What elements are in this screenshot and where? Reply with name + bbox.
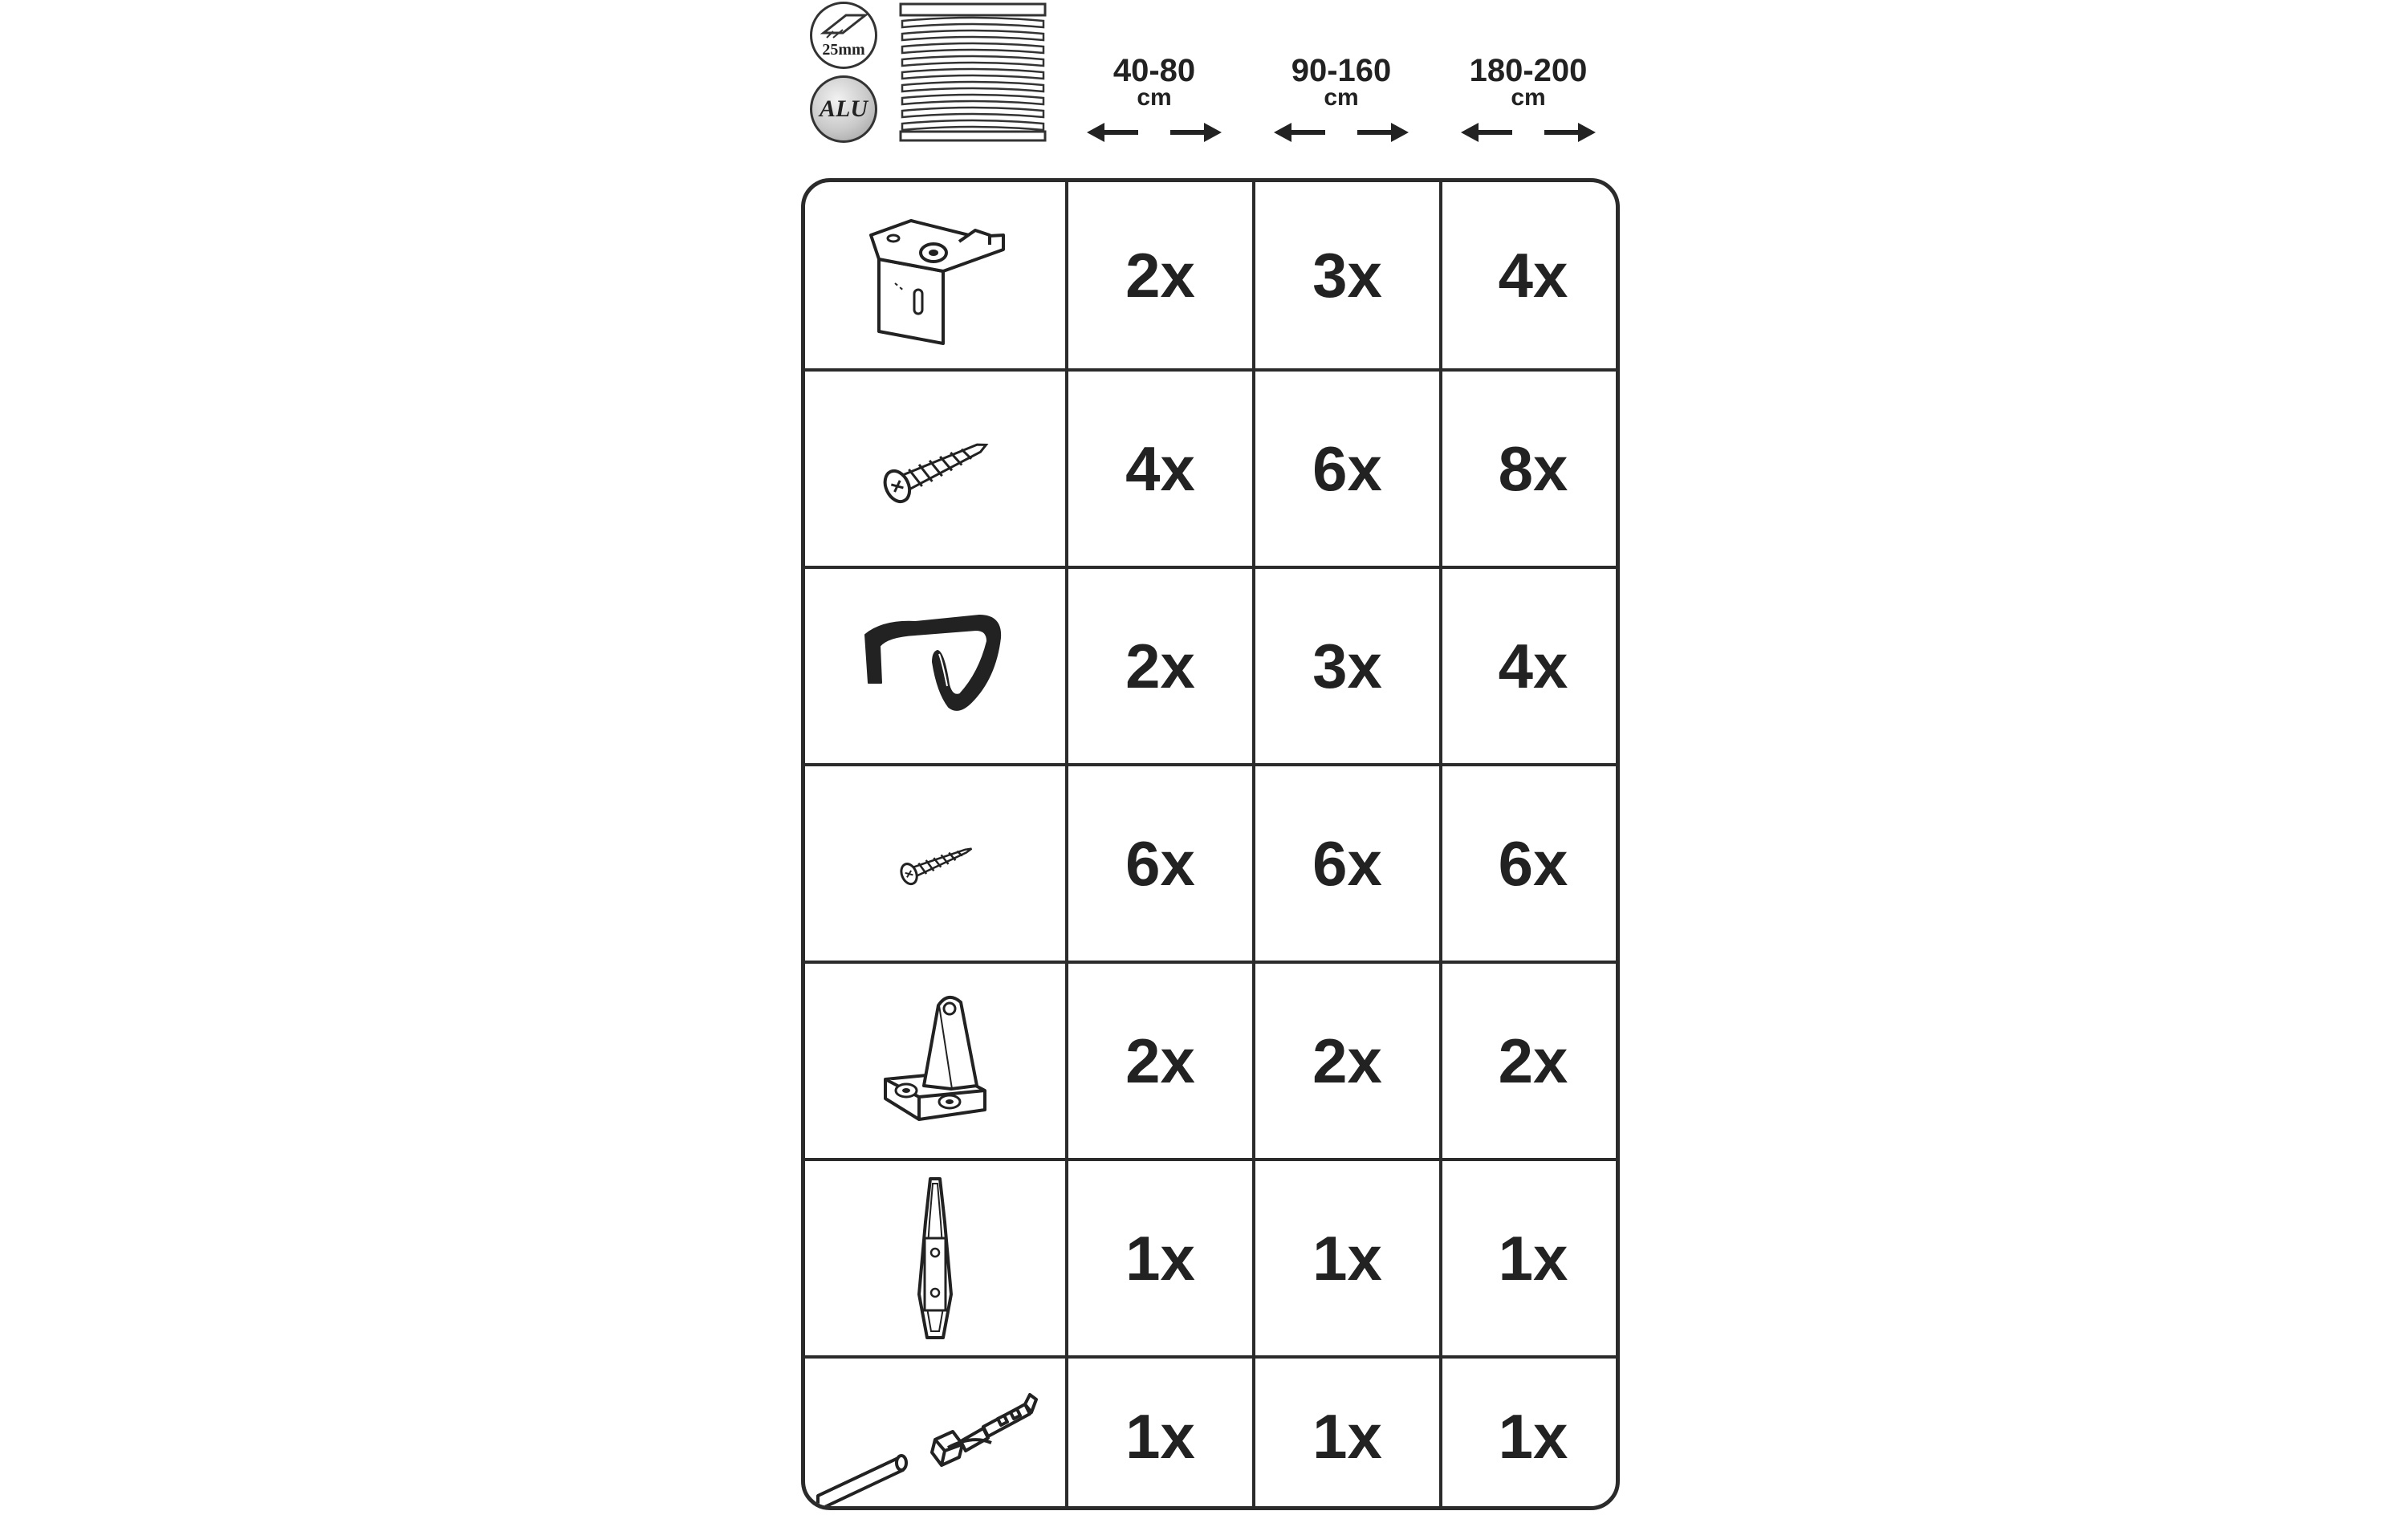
part-cell bbox=[805, 1359, 1065, 1510]
width-arrows-icon bbox=[1274, 120, 1409, 144]
size-header-medium bbox=[1248, 55, 1434, 144]
quantity-value: 3x bbox=[1312, 630, 1382, 701]
valance-clip-icon bbox=[859, 606, 1011, 726]
quantity-cell bbox=[1252, 1161, 1439, 1355]
quantity-cell bbox=[1252, 964, 1439, 1158]
table-row bbox=[805, 763, 1616, 961]
part-cell bbox=[805, 964, 1065, 1158]
venetian-blind-icon bbox=[897, 2, 1048, 143]
quantity-value: 2x bbox=[1498, 1025, 1568, 1096]
cord-connector-icon bbox=[903, 1174, 967, 1342]
quantity-cell bbox=[1065, 1359, 1252, 1510]
quantity-cell bbox=[1252, 569, 1439, 763]
size-unit: cm bbox=[1324, 84, 1359, 111]
part-cell bbox=[805, 766, 1065, 961]
quantity-cell bbox=[1065, 1161, 1252, 1355]
slat-width-label: 25mm bbox=[822, 41, 865, 59]
table-row bbox=[805, 961, 1616, 1158]
quantity-value: 3x bbox=[1312, 239, 1382, 311]
quantity-value: 2x bbox=[1125, 239, 1195, 311]
quantity-value: 4x bbox=[1498, 239, 1568, 311]
size-header-small bbox=[1061, 55, 1247, 144]
parts-quantity-table bbox=[801, 178, 1620, 1510]
quantity-cell bbox=[1065, 766, 1252, 961]
large-screw-icon bbox=[871, 424, 999, 513]
quantity-cell bbox=[1065, 182, 1252, 368]
slat-width-glyph bbox=[819, 9, 870, 41]
quantity-value: 1x bbox=[1312, 1400, 1382, 1472]
quantity-value: 2x bbox=[1125, 630, 1195, 701]
quantity-value: 6x bbox=[1125, 827, 1195, 899]
quantity-value: 1x bbox=[1125, 1222, 1195, 1294]
part-cell bbox=[805, 569, 1065, 763]
quantity-cell bbox=[1065, 964, 1252, 1158]
width-arrows-icon bbox=[1461, 120, 1596, 144]
width-arrows-icon bbox=[1087, 120, 1222, 144]
material-label: ALU bbox=[820, 95, 868, 122]
quantity-cell bbox=[1439, 182, 1620, 368]
size-range: 90-160 bbox=[1291, 53, 1392, 88]
part-cell bbox=[805, 1161, 1065, 1355]
size-header-large bbox=[1435, 55, 1621, 144]
slat-width-icon bbox=[810, 2, 877, 69]
size-unit: cm bbox=[1137, 84, 1172, 111]
quantity-cell bbox=[1252, 766, 1439, 961]
tilt-wand-icon bbox=[815, 1358, 1056, 1510]
table-row bbox=[805, 1158, 1616, 1355]
quantity-value: 6x bbox=[1498, 827, 1568, 899]
quantity-value: 1x bbox=[1498, 1222, 1568, 1294]
mounting-bracket-icon bbox=[855, 203, 1015, 347]
quantity-value: 2x bbox=[1125, 1025, 1195, 1096]
quantity-value: 1x bbox=[1312, 1222, 1382, 1294]
quantity-value: 8x bbox=[1498, 433, 1568, 504]
quantity-cell bbox=[1065, 569, 1252, 763]
quantity-cell bbox=[1252, 182, 1439, 368]
quantity-cell bbox=[1439, 569, 1620, 763]
quantity-value: 1x bbox=[1125, 1400, 1195, 1472]
quantity-value: 6x bbox=[1312, 827, 1382, 899]
quantity-cell bbox=[1252, 372, 1439, 566]
quantity-value: 4x bbox=[1498, 630, 1568, 701]
size-range: 180-200 bbox=[1469, 53, 1588, 88]
quantity-cell bbox=[1439, 372, 1620, 566]
hold-down-bracket-icon bbox=[871, 985, 999, 1137]
table-row bbox=[805, 1355, 1616, 1510]
table-row bbox=[805, 182, 1616, 368]
quantity-cell bbox=[1252, 1359, 1439, 1510]
size-unit: cm bbox=[1511, 84, 1546, 111]
aluminium-icon bbox=[810, 75, 877, 143]
quantity-cell bbox=[1439, 1359, 1620, 1510]
quantity-value: 4x bbox=[1125, 433, 1195, 504]
size-range: 40-80 bbox=[1112, 53, 1196, 88]
part-cell bbox=[805, 372, 1065, 566]
quantity-cell bbox=[1439, 766, 1620, 961]
table-row bbox=[805, 566, 1616, 763]
quantity-cell bbox=[1439, 964, 1620, 1158]
table-row bbox=[805, 368, 1616, 566]
quantity-value: 6x bbox=[1312, 433, 1382, 504]
quantity-value: 1x bbox=[1498, 1400, 1568, 1472]
part-cell bbox=[805, 182, 1065, 368]
quantity-value: 2x bbox=[1312, 1025, 1382, 1096]
quantity-cell bbox=[1065, 372, 1252, 566]
quantity-cell bbox=[1439, 1161, 1620, 1355]
small-screw-icon bbox=[891, 835, 979, 892]
